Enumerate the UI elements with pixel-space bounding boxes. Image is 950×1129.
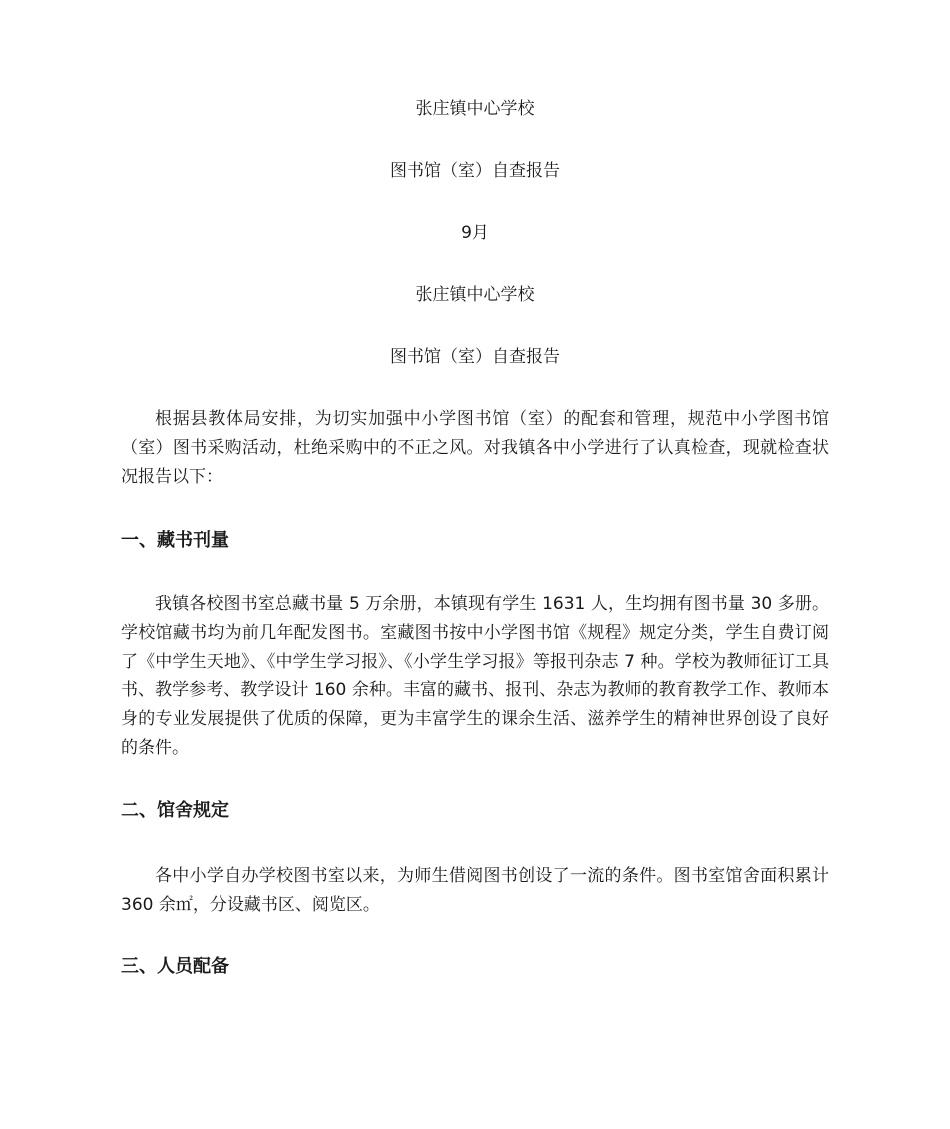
section-heading-facilities: 二、馆舍规定: [121, 800, 229, 821]
section-body-collection: 我镇各校图书室总藏书量 5 万余册，本镇现有学生 1631 人，生均拥有图书量 30 多册。学校馆藏书均为前几年配发图书。室藏图书按中小学图书馆《规程》规定分类，学生自费订阅了《中学生天地》、《中学生学习报》、《小学生学习报》等报刊杂志 7 种。学校为教师征订工具书、教学参考、教学设计 160 余种。丰富的藏书、报刊、杂志为教师的教育教学工作、教师本身的专业发展提供了优质的保障，更为丰富学生的课余生活、滋养学生的精神世界创设了良好的条件。: [121, 594, 829, 758]
section-heading-collection: 一、藏书刊量: [121, 530, 229, 551]
header-school-name: 张庄镇中心学校: [415, 285, 535, 305]
intro-paragraph: 根据县教体局安排，为切实加强中小学图书馆（室）的配套和管理，规范中小学图书馆（室）图书采购活动，杜绝采购中的不正之风。对我镇各中小学进行了认真检查，现就检查状况报告以下：: [121, 409, 829, 487]
section-body-facilities: 各中小学自办学校图书室以来，为师生借阅图书创设了一流的条件。图书室馆舍面积累计 360 余㎡，分设藏书区、阅览区。: [121, 866, 829, 915]
header-report-title: 图书馆（室）自查报告: [390, 347, 560, 367]
cover-month: 9月: [461, 223, 489, 243]
cover-report-title: 图书馆（室）自查报告: [390, 161, 560, 181]
section-heading-staffing: 三、人员配备: [121, 956, 229, 977]
cover-school-name: 张庄镇中心学校: [415, 99, 535, 119]
